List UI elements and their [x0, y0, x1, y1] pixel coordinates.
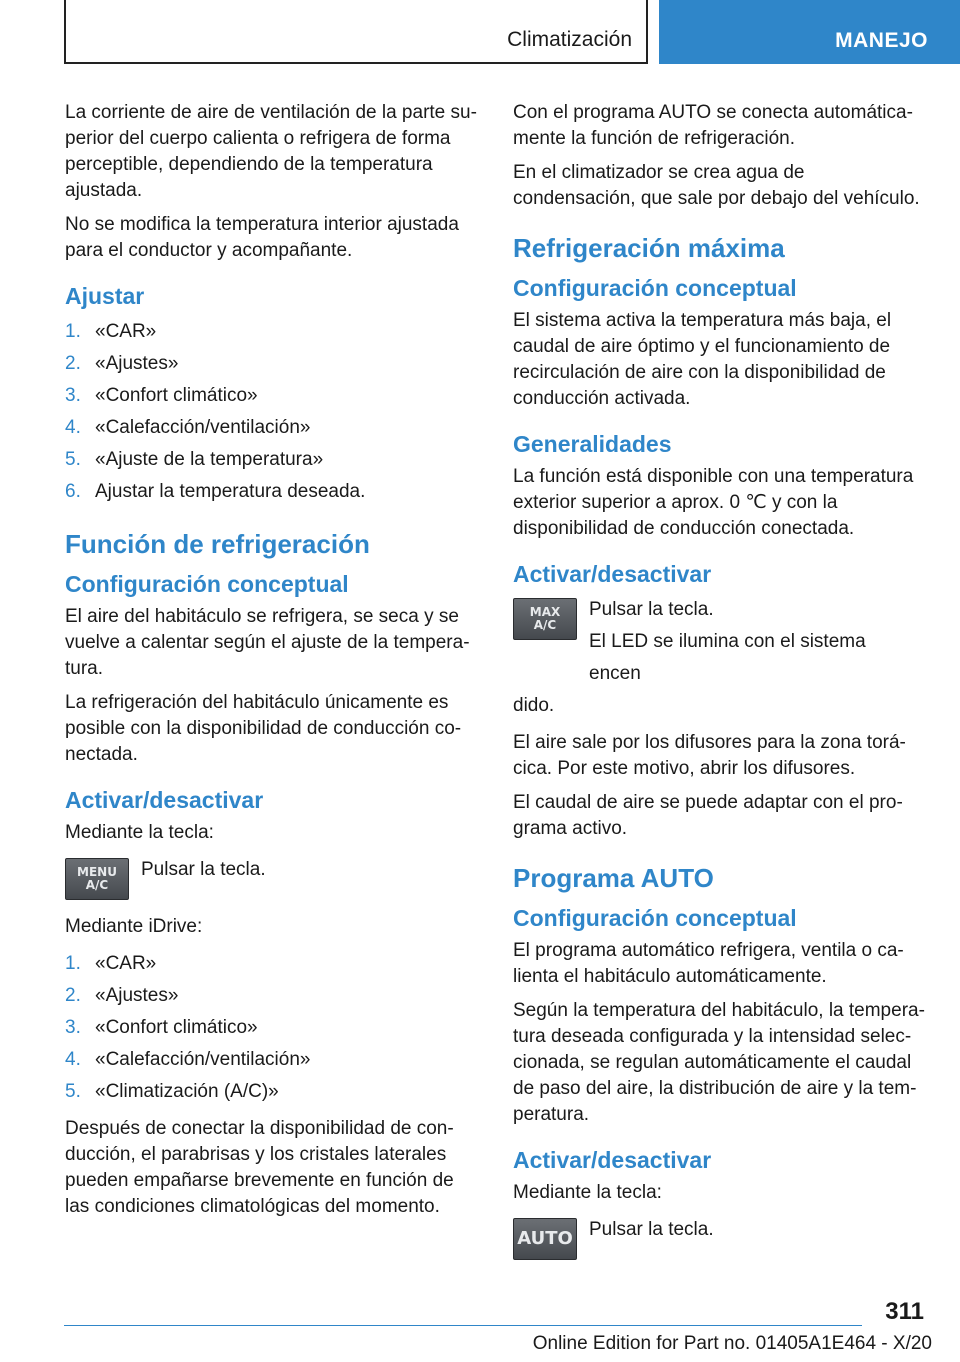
- right-column: [513, 100, 929, 1274]
- list-item: [65, 412, 477, 444]
- step-text: «Ajustes»: [95, 985, 179, 1006]
- max-concept-heading: Configuración conceptual: [513, 275, 797, 301]
- auto-concept-heading: Configuración conceptual: [513, 905, 797, 931]
- left-column: [65, 100, 477, 1228]
- auto-key-icon: [513, 1218, 577, 1260]
- chapter-tab-label: MANEJO: [835, 29, 928, 52]
- step-text: «CAR»: [95, 953, 157, 974]
- step-number: 1.: [65, 953, 81, 974]
- press-key-text: Pulsar la tecla.: [589, 1219, 714, 1240]
- refrigeracion-heading: Función de refrigeración: [65, 529, 370, 559]
- step-text: «CAR»: [95, 321, 157, 342]
- section-title: Climatización: [507, 28, 632, 51]
- ajustar-heading: Ajustar: [65, 283, 145, 309]
- auto-key-row: [513, 1214, 929, 1266]
- step-number: 1.: [65, 321, 81, 342]
- list-item: [65, 348, 477, 380]
- step-text: «Calefacción/ventilación»: [95, 417, 311, 438]
- activar-heading: Activar/desactivar: [65, 787, 264, 813]
- concept-paragraph: La refrigeración del habitáculo únicamente es posible con la disponibilidad de conducción conectada.: [65, 692, 462, 765]
- list-item: [65, 1076, 477, 1108]
- auto-concept-paragraph: El programa automático refrigera, ventila o calienta el habitáculo automáticamente.: [513, 940, 904, 987]
- list-item: [65, 444, 477, 476]
- list-item: [65, 980, 477, 1012]
- key-label: A/C: [533, 618, 557, 632]
- press-key-text: Pulsar la tecla.: [589, 599, 714, 620]
- list-item: [65, 1044, 477, 1076]
- intro-paragraph: No se modifica la temperatura interior ajustada para el conductor y acompañante.: [65, 214, 459, 261]
- concept-heading: Configuración conceptual: [65, 571, 349, 597]
- max-activar-heading: Activar/desactivar: [513, 561, 712, 587]
- key-label: MAX: [529, 605, 561, 619]
- key-label: MENU: [77, 865, 117, 879]
- press-key-text: Pulsar la tecla.: [141, 859, 266, 880]
- led-text: El LED se ilumina con el sistema encen: [589, 631, 866, 684]
- list-item: [65, 1012, 477, 1044]
- footer-edition: Online Edition for Part no. 01405A1E464 - X/20: [532, 1333, 932, 1354]
- concept-paragraph: El aire del habitáculo se refrigera, se seca y se vuelve a calentar según el ajuste de la temperatura.: [65, 606, 470, 679]
- max-ac-key-icon: [513, 598, 577, 640]
- menu-ac-key-row: [65, 854, 477, 906]
- led-text-continued: dido.: [513, 695, 555, 716]
- general-heading: Generalidades: [513, 431, 672, 457]
- step-text: «Ajustes»: [95, 353, 179, 374]
- auto-paragraph: Con el programa AUTO se conecta automáticamente la función de refrigeración.: [513, 102, 913, 149]
- step-number: 5.: [65, 449, 81, 470]
- max-paragraph: El caudal de aire se puede adaptar con el programa activo.: [513, 792, 903, 839]
- list-item: [65, 476, 477, 508]
- auto-concept-paragraph: Según la temperatura del habitáculo, la temperatura deseada configurada y la intensidad seleccionada, se regulan automáticamente el caudal de paso del aire, la distribución de aire y la temperatura.: [513, 1000, 925, 1125]
- header-frame: [64, 0, 648, 64]
- auto-activar-heading: Activar/desactivar: [513, 1147, 712, 1173]
- step-text: Ajustar la temperatura deseada.: [95, 481, 366, 502]
- step-text: «Confort climático»: [95, 1017, 258, 1038]
- intro-paragraph: La corriente de aire de ventilación de la parte superior del cuerpo calienta o refrigera de forma perceptible, dependiendo de la temperatura ajustada.: [65, 102, 477, 201]
- list-item: [65, 316, 477, 348]
- page-number: 311: [885, 1298, 924, 1325]
- step-number: 4.: [65, 417, 81, 438]
- step-number: 5.: [65, 1081, 81, 1102]
- step-number: 4.: [65, 1049, 81, 1070]
- key-label: AUTO: [517, 1228, 573, 1249]
- ajustar-steps: [65, 316, 477, 508]
- general-paragraph: La función está disponible con una temperatura exterior superior a aprox. 0 ℃ y con la disponibilidad de conducción conectada.: [513, 466, 914, 539]
- step-text: «Ajuste de la temperatura»: [95, 449, 324, 470]
- step-number: 2.: [65, 353, 81, 374]
- via-key-label: Mediante la tecla:: [65, 822, 214, 843]
- max-concept-paragraph: El sistema activa la temperatura más baja, el caudal de aire óptimo y el funcionamiento de recirculación de aire con la disponibilidad de conducción activada.: [513, 310, 892, 409]
- via-idrive-label: Mediante iDrive:: [65, 916, 203, 937]
- footer-divider: [64, 1325, 862, 1326]
- step-number: 3.: [65, 1017, 81, 1038]
- auto-program-heading: Programa AUTO: [513, 863, 714, 893]
- step-number: 3.: [65, 385, 81, 406]
- after-paragraph: Después de conectar la disponibilidad de conducción, el parabrisas y los cristales laterales pueden empañarse brevemente en función de las condiciones climatológicas del momento.: [65, 1118, 454, 1217]
- step-number: 6.: [65, 481, 81, 502]
- chapter-tab: [659, 0, 960, 64]
- list-item: [65, 948, 477, 980]
- list-item: [65, 380, 477, 412]
- step-text: «Calefacción/ventilación»: [95, 1049, 311, 1070]
- step-text: «Climatización (A/C)»: [95, 1081, 279, 1102]
- step-number: 2.: [65, 985, 81, 1006]
- menu-ac-key-icon: [65, 858, 129, 900]
- idrive-steps: [65, 948, 477, 1108]
- max-paragraph: El aire sale por los difusores para la zona torácica. Por este motivo, abrir los difusores.: [513, 732, 906, 779]
- max-heading: Refrigeración máxima: [513, 233, 785, 263]
- key-label: A/C: [85, 878, 109, 892]
- step-text: «Confort climático»: [95, 385, 258, 406]
- max-ac-key-row: [513, 594, 929, 722]
- auto-paragraph: En el climatizador se crea agua de condensación, que sale por debajo del vehículo.: [513, 162, 920, 209]
- auto-via-key-label: Mediante la tecla:: [513, 1182, 662, 1203]
